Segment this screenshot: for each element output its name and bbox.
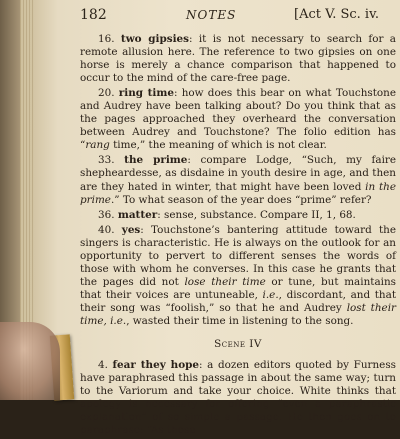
note-text-run: : how does this bear on what Touchstone and Audrey have been talking about? Do you think that as the pages approached they overheard the conversation between Audrey and Touchstone? The folio edition has “ bbox=[80, 87, 397, 152]
note-text bbox=[80, 209, 396, 222]
note-entry bbox=[80, 87, 396, 152]
note-text-run: or tune, but maintains that their voices are untuneable, bbox=[80, 275, 396, 301]
note-term: fear they hope bbox=[112, 359, 200, 372]
thumb-holding-page bbox=[0, 322, 60, 400]
note-text-run: : it is not necessary to search for a remote allusion here. The reference to two gipsies on one horse is merely a chance comparison that happened to occur to the mind of the care-free page. bbox=[80, 33, 397, 85]
note-text bbox=[80, 87, 396, 152]
act-scene-reference: [Act V. Sc. iv. bbox=[294, 7, 380, 22]
note-text-run: : a dozen editors quoted by Furness have paraphrased this passage in about the same way; turn to the Variorum and take your choice. White thinks that apology is necessary for offering “even a paraphrastic explanation” of so simple a passage. He then goes on to paraphrase: “As those bbox=[80, 359, 396, 437]
note-text-run: 20. bbox=[98, 87, 119, 100]
note-entry bbox=[80, 209, 396, 222]
italic-phrase: lost their time, i.e. bbox=[80, 301, 396, 327]
note-term: the prime bbox=[124, 154, 188, 167]
page-number: 182 bbox=[80, 7, 107, 23]
note-text bbox=[80, 154, 396, 206]
note-entry bbox=[80, 359, 396, 437]
note-text-run: , discordant, and that their song was “foolish,” so that he and Audrey bbox=[80, 288, 396, 314]
note-text-run: 16. bbox=[98, 33, 121, 45]
italic-phrase: rang bbox=[85, 139, 110, 152]
note-term: matter bbox=[117, 208, 158, 221]
page-header bbox=[80, 7, 400, 27]
note-text-run: time,” the meaning of which is not clear. bbox=[109, 139, 327, 152]
notes-list bbox=[80, 33, 396, 328]
note-text-run: .” To what season of the year does “prime” refer? bbox=[110, 193, 372, 206]
note-text-run: 33. bbox=[98, 154, 125, 167]
note-text-run: , wasted their time in listening to the song. bbox=[126, 314, 354, 327]
running-title: NOTES bbox=[186, 8, 237, 22]
note-text bbox=[80, 33, 396, 85]
note-text-run: 36. bbox=[98, 208, 118, 221]
note-text-run: 40. bbox=[98, 223, 122, 236]
note-term: ring time bbox=[118, 87, 174, 100]
note-text-run: : Touchstone’s bantering attitude toward the singers is characteristic. He is always on the outlook for an opportunity to pervert to different senses the words of those with whom he converses. In this case he grants that the pages did not bbox=[80, 223, 397, 288]
note-term: two gipsies bbox=[120, 33, 189, 45]
note-term: yes bbox=[121, 223, 141, 236]
notes-list-scene-iv bbox=[80, 359, 396, 437]
note-entry bbox=[80, 224, 396, 328]
note-text bbox=[80, 224, 396, 328]
note-text-run: : sense, substance. Compare II, 1, 68. bbox=[157, 208, 356, 221]
notes-body bbox=[80, 33, 396, 439]
italic-phrase: lose their time bbox=[184, 275, 266, 288]
note-entry bbox=[80, 33, 396, 85]
italic-phrase: i.e. bbox=[262, 288, 279, 301]
italic-phrase: in the prime bbox=[80, 180, 396, 206]
note-text-run: 4. bbox=[98, 359, 113, 372]
note-text-run: : compare Lodge, “Such, my faire shepheardesse, as disdaine in youth desire in age, and then are they hated in winter, that might have been loved bbox=[80, 154, 397, 193]
scene-heading: Scene IV bbox=[214, 338, 262, 351]
note-entry bbox=[80, 154, 396, 206]
note-text bbox=[80, 359, 396, 437]
